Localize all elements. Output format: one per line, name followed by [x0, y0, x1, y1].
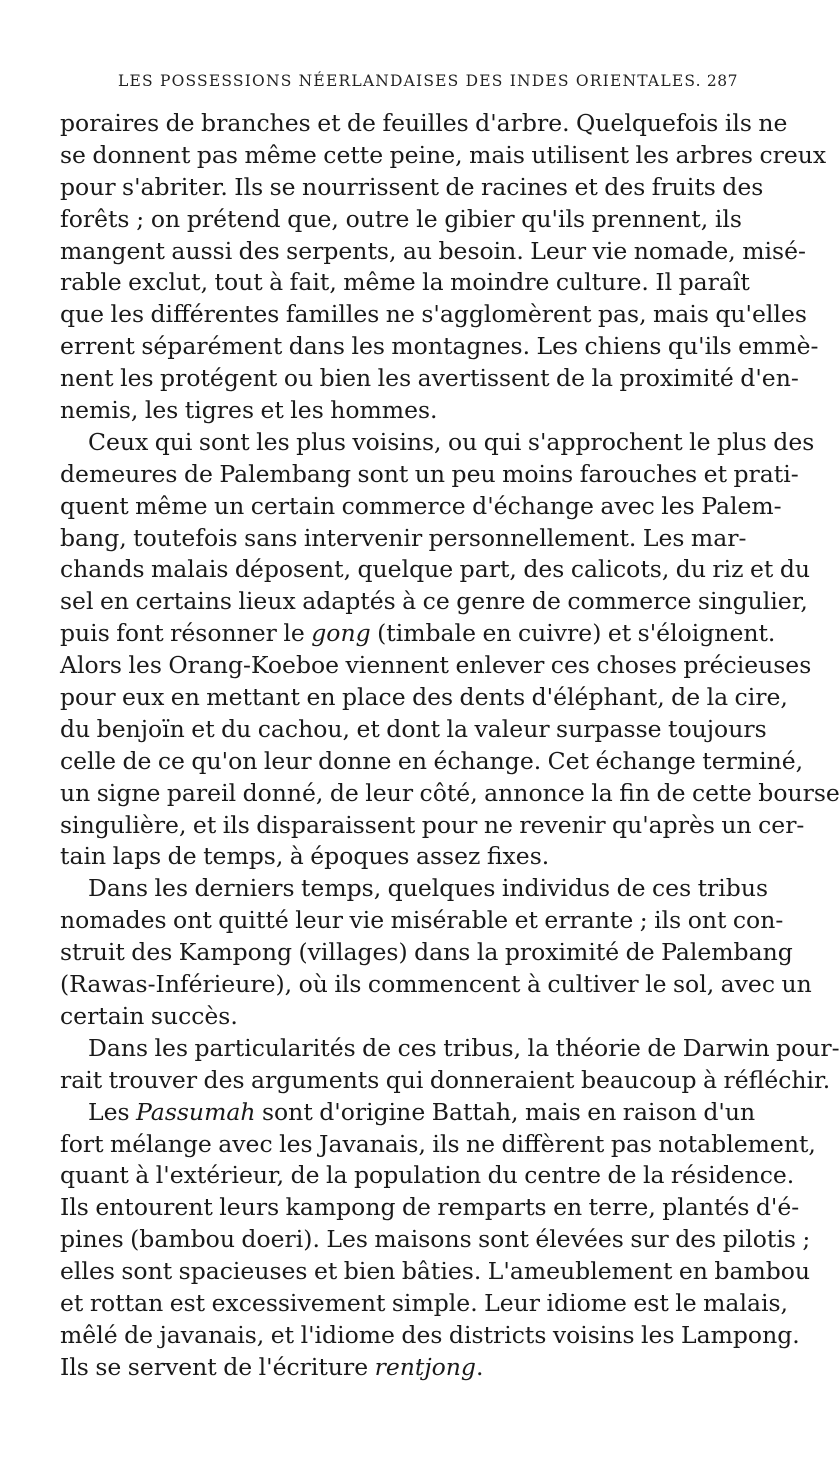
text-line: quent même un certain commerce d'échange avec les Palem- [60, 491, 782, 520]
text-line: forêts ; on prétend que, outre le gibier qu'ils prennent, ils [60, 204, 742, 233]
text-line: Ils entourent leurs kampong de remparts en terre, plantés d'é- [60, 1193, 800, 1222]
text-line: certain succès. [60, 1001, 238, 1030]
text-line: tain laps de temps, à époques assez fixes. [60, 842, 550, 871]
text-line: (Rawas-Inférieure), où ils commencent à cultiver le sol, avec un [60, 970, 812, 999]
text-line [60, 1097, 756, 1129]
text-segment: Ils se servent de l'écriture [60, 1352, 375, 1381]
text-line: errent séparément dans les montagnes. Les chiens qu'ils emmè- [60, 332, 819, 361]
text-line: Alors les Orang-Koeboe viennent enlever ces choses précieuses [60, 651, 812, 680]
text-line: pour s'abriter. Ils se nourrissent de racines et des fruits des [60, 172, 764, 201]
body-text [60, 108, 840, 1384]
text-line: se donnent pas même cette peine, mais utilisent les arbres creux [60, 140, 827, 169]
text-segment: Les [88, 1097, 137, 1126]
text-line: un signe pareil donné, de leur côté, annonce la fin de cette bourse [60, 778, 840, 807]
text-line: nomades ont quitté leur vie misérable et errante ; ils ont con- [60, 906, 784, 935]
page-number: 287 [706, 72, 738, 90]
text-line: rait trouver des arguments qui donneraient beaucoup à réfléchir. [60, 1065, 831, 1094]
text-segment: . [475, 1352, 484, 1381]
text-line: celle de ce qu'on leur donne en échange. Cet échange terminé, [60, 746, 804, 775]
text-line [60, 618, 776, 650]
text-line: fort mélange avec les Javanais, ils ne diffèrent pas notablement, [60, 1129, 816, 1158]
italic-term: rentjong [374, 1352, 476, 1381]
text-segment: puis font résonner le [60, 619, 312, 648]
text-line: rable exclut, tout à fait, même la moindre culture. Il paraît [60, 268, 750, 297]
text-line: que les différentes familles ne s'agglomèrent pas, mais qu'elles [60, 300, 807, 329]
text-line: mangent aussi des serpents, au besoin. Leur vie nomade, misé- [60, 236, 806, 265]
italic-term: Passumah [136, 1097, 256, 1126]
running-title: LES POSSESSIONS NÉERLANDAISES DES INDES ORIENTALES. [118, 72, 702, 90]
text-line: demeures de Palembang sont un peu moins farouches et prati- [60, 459, 799, 488]
text-line: et rottan est excessivement simple. Leur idiome est le malais, [60, 1288, 789, 1317]
italic-term: gong [311, 619, 371, 648]
text-line: Ceux qui sont les plus voisins, ou qui s'approchent le plus des [88, 427, 815, 456]
text-line: poraires de branches et de feuilles d'arbre. Quelquefois ils ne [60, 109, 788, 137]
text-line: sel en certains lieux adaptés à ce genre de commerce singulier, [60, 587, 808, 616]
text-line: quant à l'extérieur, de la population du centre de la résidence. [60, 1161, 795, 1190]
text-line: du benjoïn et du cachou, et dont la valeur surpasse toujours [60, 714, 767, 743]
text-line: chands malais déposent, quelque part, des calicots, du riz et du [60, 555, 811, 584]
text-segment: sont d'origine Battah, mais en raison d'un [255, 1097, 756, 1126]
running-head [118, 72, 738, 94]
text-line: Dans les derniers temps, quelques individus de ces tribus [88, 874, 769, 903]
text-line: mêlé de javanais, et l'idiome des districts voisins les Lampong. [60, 1320, 800, 1349]
text-line: elles sont spacieuses et bien bâties. L'ameublement en bambou [60, 1257, 811, 1286]
text-line: bang, toutefois sans intervenir personnellement. Les mar- [60, 523, 747, 552]
text-line: nent les protégent ou bien les avertissent de la proximité d'en- [60, 364, 799, 393]
text-line [60, 1352, 742, 1384]
text-segment: (timbale en cuivre) et s'éloignent. [370, 619, 776, 648]
text-line: pines (bambou doeri). Les maisons sont élevées sur des pilotis ; [60, 1225, 811, 1254]
text-line: struit des Kampong (villages) dans la proximité de Palembang [60, 938, 793, 967]
text-line: Dans les particularités de ces tribus, la théorie de Darwin pour- [88, 1033, 840, 1062]
text-line: pour eux en mettant en place des dents d'éléphant, de la cire, [60, 683, 788, 712]
text-line: nemis, les tigres et les hommes. [60, 396, 438, 425]
text-line: singulière, et ils disparaissent pour ne revenir qu'après un cer- [60, 810, 805, 839]
